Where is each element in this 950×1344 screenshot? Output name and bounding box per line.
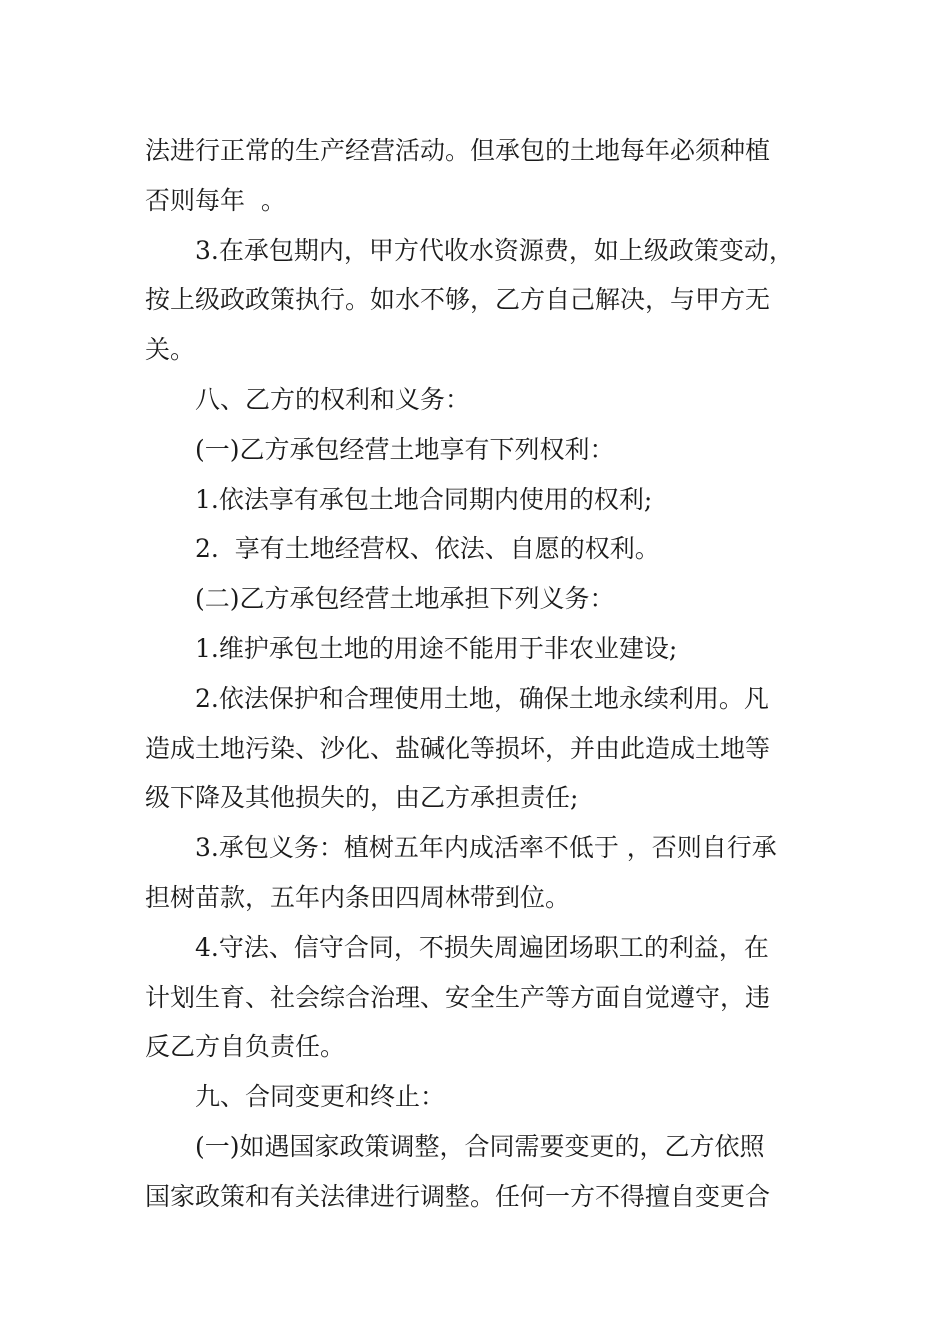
text-line: 计划生育、社会综合治理、安全生产等方面自觉遵守，违 [145, 982, 771, 1012]
document-body [145, 126, 825, 1222]
list-item: 1.依法享有承包土地合同期内使用的权利; [195, 484, 653, 514]
text-line: 担树苗款，五年内条田四周林带到位。 [145, 882, 571, 912]
list-item: 2.依法保护和合理使用土地，确保土地永续利用。凡 [195, 683, 769, 713]
text-line: 国家政策和有关法律进行调整。任何一方不得擅自变更合 [145, 1181, 771, 1211]
subsection-heading: (一)乙方承包经营土地享有下列权利： [195, 434, 615, 464]
text-line: 3.在承包期内，甲方代收水资源费，如上级政策变动， [195, 235, 794, 265]
section-heading: 九、合同变更和终止： [195, 1082, 446, 1112]
list-item: (一)如遇国家政策调整，合同需要变更的，乙方依照 [195, 1131, 765, 1161]
text-line: 级下降及其他损失的，由乙方承担责任; [145, 783, 579, 813]
text-line: 法进行正常的生产经营活动。但承包的土地每年必须种植 [145, 136, 771, 165]
text-line: 造成土地污染、沙化、盐碱化等损坏，并由此造成土地等 [145, 733, 771, 763]
text-line: 关。 [145, 335, 196, 365]
text-line: 否则每年 。 [145, 185, 286, 215]
subsection-heading: (二)乙方承包经营土地承担下列义务： [195, 584, 615, 614]
section-heading: 八、乙方的权利和义务： [195, 384, 471, 414]
list-item: 2. 享有土地经营权、依法、自愿的权利。 [195, 534, 660, 564]
text-line: 反乙方自负责任。 [145, 1032, 346, 1062]
text-line: 按上级政政策执行。如水不够，乙方自己解决，与甲方无 [145, 285, 771, 315]
list-item: 3.承包义务：植树五年内成活率不低于 ，否则自行承 [195, 833, 777, 863]
list-item: 1.维护承包土地的用途不能用于非农业建设; [195, 633, 678, 663]
list-item: 4.守法、信守合同，不损失周遍团场职工的利益，在 [195, 932, 769, 962]
